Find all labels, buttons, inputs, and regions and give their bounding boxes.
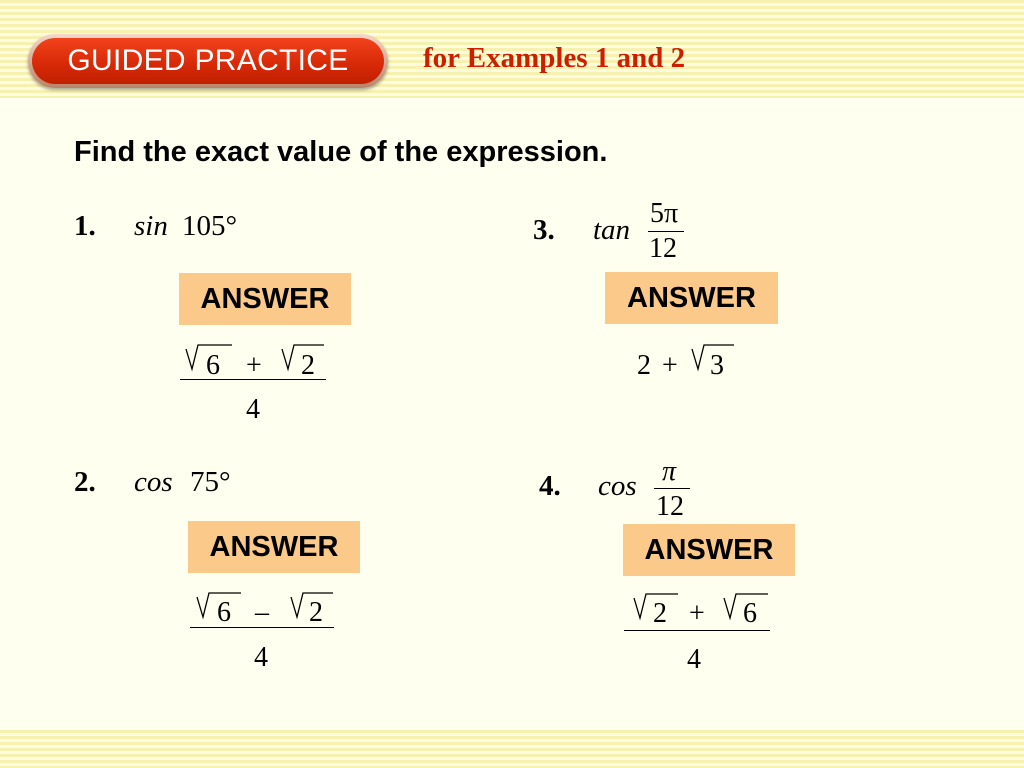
problem-number: 3. — [533, 214, 555, 246]
function-argument: 75° — [190, 466, 231, 498]
denominator: 4 — [254, 642, 268, 673]
radicand: 2 — [653, 598, 667, 629]
denominator: 4 — [246, 394, 260, 425]
fraction-bar — [624, 630, 770, 631]
header-title: GUIDED PRACTICE — [67, 44, 349, 77]
fraction-bar — [180, 379, 326, 380]
denominator: 4 — [687, 644, 701, 675]
argument-numerator: π — [662, 456, 677, 487]
guided-practice-badge-fill — [32, 38, 384, 84]
radicand: 3 — [710, 350, 724, 381]
radicand: 6 — [206, 350, 220, 381]
argument-fraction-bar — [654, 488, 690, 489]
argument-fraction-bar — [648, 231, 684, 232]
function-name: cos — [598, 470, 637, 502]
answer-button[interactable]: ANSWER — [179, 273, 351, 325]
operator: + — [689, 598, 705, 629]
radicand: 2 — [301, 350, 315, 381]
operator: + — [246, 350, 262, 381]
radicand: 2 — [309, 597, 323, 628]
function-argument: 105° — [182, 210, 238, 242]
radicand: 6 — [217, 597, 231, 628]
guided-practice-badge — [28, 34, 388, 88]
radicand: 6 — [743, 598, 757, 629]
problem-number: 4. — [539, 470, 561, 502]
instruction-text: Find the exact value of the expression. — [74, 136, 608, 168]
header-subtitle: for Examples 1 and 2 — [423, 42, 686, 74]
argument-numerator: 5π — [650, 198, 679, 229]
operator: – — [255, 597, 269, 628]
answer-button[interactable]: ANSWER — [605, 272, 778, 324]
argument-denominator: 12 — [656, 491, 684, 522]
problem-number: 1. — [74, 210, 96, 242]
answer-term: 2 — [637, 350, 651, 381]
problem-number: 2. — [74, 466, 96, 498]
argument-denominator: 12 — [649, 233, 677, 264]
answer-button[interactable]: ANSWER — [188, 521, 360, 573]
bottom-stripe-band — [0, 730, 1024, 768]
function-name: cos — [134, 466, 173, 498]
fraction-bar — [190, 627, 334, 628]
function-name: sin — [134, 210, 168, 242]
answer-button[interactable]: ANSWER — [623, 524, 795, 576]
function-name: tan — [593, 214, 631, 246]
operator: + — [662, 350, 678, 381]
